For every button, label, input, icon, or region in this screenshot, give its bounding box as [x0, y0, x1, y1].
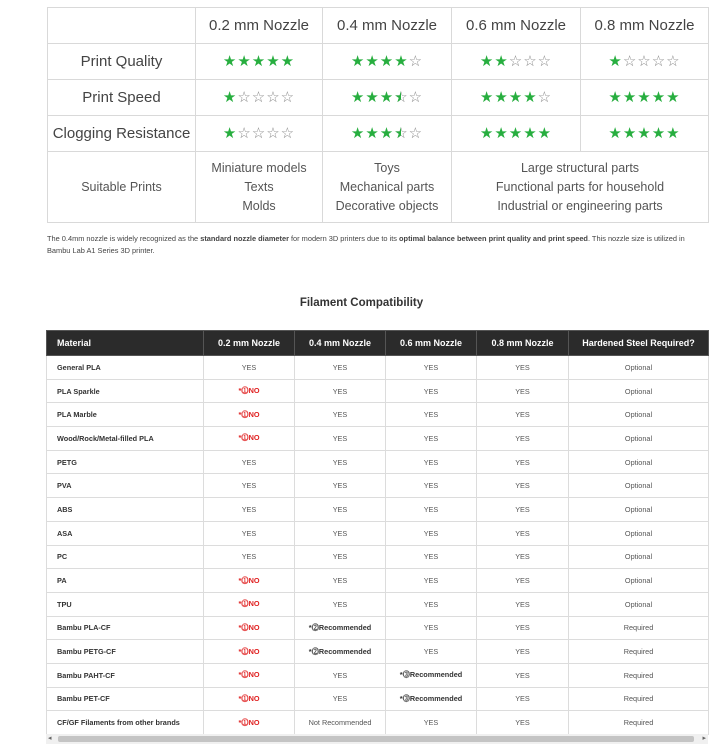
compatibility-cell: Not Recommended — [295, 711, 386, 735]
filament-compatibility-table — [46, 330, 709, 735]
filament-header-row — [47, 331, 709, 356]
star-filled-icon: ★ — [523, 125, 538, 142]
compatibility-cell: YES — [477, 379, 569, 403]
print-speed-row — [48, 80, 709, 116]
compatibility-cell: *⓵NO — [204, 663, 295, 687]
comparison-header-cell — [48, 8, 196, 44]
compatibility-cell: YES — [477, 427, 569, 451]
suitable-list-04 — [323, 152, 452, 223]
star-rating — [452, 116, 581, 152]
star-filled-icon: ★ — [637, 89, 652, 106]
compatibility-cell: Optional — [569, 592, 709, 616]
compatibility-cell: YES — [477, 711, 569, 735]
star-rating — [323, 80, 452, 116]
star-empty-icon: ☆ — [651, 53, 667, 70]
compatibility-cell: YES — [386, 521, 477, 545]
filament-table-body — [47, 356, 709, 735]
compatibility-cell: *⓵NO — [204, 616, 295, 640]
suitable-item: Miniature models — [211, 160, 307, 175]
table-row — [47, 498, 709, 522]
compatibility-cell: Optional — [569, 474, 709, 498]
compatibility-cell: YES — [477, 616, 569, 640]
compatibility-cell: YES — [386, 403, 477, 427]
material-name-cell: ABS — [47, 498, 204, 522]
star-empty-icon: ☆ — [408, 89, 424, 106]
compatibility-cell: YES — [295, 450, 386, 474]
compatibility-cell: YES — [477, 450, 569, 474]
star-filled-icon: ★ — [237, 53, 252, 70]
filament-compatibility-title: Filament Compatibility — [299, 297, 424, 309]
table-row — [47, 592, 709, 616]
comparison-header-cell: 0.4 mm Nozzle — [323, 8, 452, 44]
stars-group — [351, 89, 423, 106]
star-filled-icon: ★ — [622, 125, 638, 142]
note-text: for modern 3D printers due to its — [288, 234, 400, 243]
compatibility-cell: YES — [204, 521, 295, 545]
stars-group — [480, 89, 552, 106]
compatibility-cell: YES — [295, 687, 386, 711]
compatibility-cell: YES — [295, 403, 386, 427]
compatibility-cell: YES — [295, 521, 386, 545]
material-name-cell: PC — [47, 545, 204, 569]
compatibility-cell: *⓷Recommended — [386, 663, 477, 687]
compatibility-cell: *⓵NO — [204, 403, 295, 427]
scroll-right-arrow-icon[interactable]: ▸ — [702, 735, 706, 742]
star-empty-icon: ☆ — [237, 89, 252, 106]
compatibility-cell: YES — [477, 687, 569, 711]
row-label: Clogging Resistance — [48, 116, 196, 152]
stars-group — [351, 53, 423, 70]
star-filled-icon: ★ — [350, 53, 366, 70]
star-filled-icon: ★ — [365, 89, 380, 106]
compatibility-cell: *⓵NO — [204, 379, 295, 403]
star-empty-icon: ☆ — [237, 125, 252, 142]
table-row — [47, 545, 709, 569]
stars-group — [223, 53, 295, 70]
filament-header-cell: Hardened Steel Required? — [569, 331, 709, 356]
row-label: Print Quality — [48, 44, 196, 80]
star-empty-icon: ☆ — [408, 125, 424, 142]
star-rating — [581, 116, 709, 152]
material-name-cell: PVA — [47, 474, 204, 498]
compatibility-cell: Optional — [569, 356, 709, 380]
compatibility-cell: YES — [386, 450, 477, 474]
table-row — [47, 663, 709, 687]
star-filled-icon: ★ — [494, 125, 509, 142]
material-name-cell: Bambu PETG-CF — [47, 640, 204, 664]
star-filled-icon: ★ — [651, 125, 667, 142]
compatibility-cell: YES — [386, 711, 477, 735]
table-row — [47, 711, 709, 735]
suitable-item: Large structural parts — [520, 160, 640, 175]
scrollbar-thumb[interactable] — [58, 736, 694, 742]
material-name-cell: PLA Marble — [47, 403, 204, 427]
suitable-list-06-08 — [452, 152, 709, 223]
material-name-cell: Bambu PAHT-CF — [47, 663, 204, 687]
material-name-cell: General PLA — [47, 356, 204, 380]
suitable-prints-row — [48, 152, 709, 223]
compatibility-cell: Required — [569, 616, 709, 640]
star-filled-icon: ★ — [479, 89, 495, 106]
compatibility-cell: YES — [477, 663, 569, 687]
scroll-left-arrow-icon[interactable]: ◂ — [48, 735, 52, 742]
suitable-item: Decorative objects — [335, 198, 439, 213]
star-empty-icon: ☆ — [622, 53, 638, 70]
compatibility-cell: Optional — [569, 521, 709, 545]
compatibility-cell: YES — [477, 592, 569, 616]
star-filled-icon: ★ — [637, 125, 652, 142]
comparison-header-cell: 0.6 mm Nozzle — [452, 8, 581, 44]
suitable-item: Texts — [244, 179, 274, 194]
comparison-header-row — [48, 8, 709, 44]
table-row — [47, 450, 709, 474]
table-row — [47, 616, 709, 640]
compatibility-cell: *⓶Recommended — [295, 616, 386, 640]
compatibility-cell: Optional — [569, 569, 709, 593]
compatibility-cell: *⓶Recommended — [295, 640, 386, 664]
star-filled-icon: ★ — [365, 125, 380, 142]
star-empty-icon: ☆ — [280, 125, 296, 142]
star-empty-icon: ☆ — [523, 53, 538, 70]
print-quality-row — [48, 44, 709, 80]
star-filled-icon: ★ — [394, 53, 409, 70]
star-half-icon: ★ ☆ — [394, 88, 408, 106]
clogging-resistance-row — [48, 116, 709, 152]
horizontal-scrollbar[interactable] — [46, 734, 708, 744]
material-name-cell: Wood/Rock/Metal-filled PLA — [47, 427, 204, 451]
compatibility-cell: YES — [477, 403, 569, 427]
compatibility-cell: Optional — [569, 450, 709, 474]
stars-group — [608, 125, 680, 142]
row-label: Print Speed — [48, 80, 196, 116]
star-empty-icon: ☆ — [537, 53, 553, 70]
star-filled-icon: ★ — [537, 125, 553, 142]
suitable-list-02 — [196, 152, 323, 223]
star-filled-icon: ★ — [379, 125, 395, 142]
compatibility-cell: Optional — [569, 498, 709, 522]
compatibility-cell: YES — [295, 545, 386, 569]
star-rating — [581, 44, 709, 80]
note-text: . This nozzle size is utilized in Bambu Lab A1 Series 3D printer. — [47, 234, 685, 255]
compatibility-cell: YES — [295, 592, 386, 616]
star-filled-icon: ★ — [494, 89, 509, 106]
star-filled-icon: ★ — [608, 53, 623, 70]
stars-group — [223, 89, 295, 106]
stars-group — [480, 125, 552, 142]
compatibility-cell: *⓵NO — [204, 640, 295, 664]
star-filled-icon: ★ — [222, 89, 238, 106]
compatibility-cell: Required — [569, 663, 709, 687]
compatibility-cell: *⓵NO — [204, 427, 295, 451]
compatibility-cell: YES — [295, 663, 386, 687]
stars-group — [608, 89, 680, 106]
compatibility-cell: YES — [477, 521, 569, 545]
star-filled-icon: ★ — [608, 125, 623, 142]
filament-header-cell: 0.6 mm Nozzle — [386, 331, 477, 356]
star-filled-icon: ★ — [666, 89, 681, 106]
star-filled-icon: ★ — [350, 125, 366, 142]
compatibility-cell: Required — [569, 640, 709, 664]
row-label: Suitable Prints — [48, 152, 196, 223]
star-empty-icon: ☆ — [266, 89, 281, 106]
material-name-cell: CF/GF Filaments from other brands — [47, 711, 204, 735]
star-filled-icon: ★ — [666, 125, 681, 142]
star-filled-icon: ★ — [651, 89, 667, 106]
compatibility-cell: YES — [386, 616, 477, 640]
filament-header-cell: 0.8 mm Nozzle — [477, 331, 569, 356]
compatibility-cell: Required — [569, 711, 709, 735]
comparison-header-cell: 0.8 mm Nozzle — [581, 8, 709, 44]
star-filled-icon: ★ — [508, 125, 524, 142]
comparison-header-cell: 0.2 mm Nozzle — [196, 8, 323, 44]
compatibility-cell: *⓵NO — [204, 569, 295, 593]
star-rating — [196, 44, 323, 80]
compatibility-cell: YES — [204, 356, 295, 380]
stars-group — [223, 125, 295, 142]
compatibility-cell: YES — [204, 545, 295, 569]
compatibility-cell: YES — [386, 427, 477, 451]
compatibility-cell: YES — [295, 474, 386, 498]
compatibility-cell: YES — [477, 474, 569, 498]
compatibility-cell: YES — [477, 640, 569, 664]
compatibility-cell: YES — [204, 450, 295, 474]
star-half-icon: ★ ☆ — [394, 124, 408, 142]
star-filled-icon: ★ — [365, 53, 380, 70]
star-filled-icon: ★ — [494, 53, 509, 70]
star-filled-icon: ★ — [379, 89, 395, 106]
filament-header-cell: 0.2 mm Nozzle — [204, 331, 295, 356]
table-row — [47, 403, 709, 427]
star-empty-icon: ☆ — [251, 125, 267, 142]
suitable-item: Molds — [242, 198, 276, 213]
material-name-cell: Bambu PET-CF — [47, 687, 204, 711]
star-filled-icon: ★ — [622, 89, 638, 106]
star-filled-icon: ★ — [608, 89, 623, 106]
material-name-cell: PLA Sparkle — [47, 379, 204, 403]
compatibility-cell: YES — [386, 379, 477, 403]
star-filled-icon: ★ — [266, 53, 281, 70]
compatibility-cell: *⓷Recommended — [386, 687, 477, 711]
compatibility-cell: YES — [386, 592, 477, 616]
table-row — [47, 640, 709, 664]
nozzle-comparison-table — [47, 7, 709, 223]
star-rating — [196, 116, 323, 152]
star-empty-icon: ☆ — [280, 89, 296, 106]
suitable-item: Industrial or engineering parts — [497, 198, 663, 213]
material-name-cell: PETG — [47, 450, 204, 474]
compatibility-cell: *⓵NO — [204, 592, 295, 616]
table-row — [47, 379, 709, 403]
compatibility-cell: YES — [386, 545, 477, 569]
compatibility-cell: Optional — [569, 379, 709, 403]
star-filled-icon: ★ — [222, 53, 238, 70]
star-rating — [196, 80, 323, 116]
compatibility-cell: YES — [295, 427, 386, 451]
suitable-item: Functional parts for household — [495, 179, 665, 194]
star-filled-icon: ★ — [251, 53, 267, 70]
star-filled-icon: ★ — [350, 89, 366, 106]
note-bold: optimal balance between print quality and print speed — [399, 234, 588, 243]
compatibility-cell: Optional — [569, 545, 709, 569]
compatibility-cell: YES — [386, 474, 477, 498]
star-empty-icon: ☆ — [408, 53, 424, 70]
stars-group — [480, 53, 552, 70]
compatibility-cell: YES — [477, 498, 569, 522]
star-empty-icon: ☆ — [251, 89, 267, 106]
star-filled-icon: ★ — [508, 89, 524, 106]
star-rating — [323, 44, 452, 80]
compatibility-cell: *⓵NO — [204, 711, 295, 735]
material-name-cell: TPU — [47, 592, 204, 616]
compatibility-cell: YES — [295, 569, 386, 593]
compatibility-cell: YES — [477, 356, 569, 380]
note-bold: standard nozzle diameter — [200, 234, 289, 243]
compatibility-cell: YES — [295, 379, 386, 403]
star-rating — [452, 44, 581, 80]
suitable-item: Toys — [374, 160, 400, 175]
star-rating — [452, 80, 581, 116]
compatibility-cell: YES — [386, 498, 477, 522]
table-row — [47, 569, 709, 593]
filament-header-cell: 0.4 mm Nozzle — [295, 331, 386, 356]
star-empty-icon: ☆ — [266, 125, 281, 142]
compatibility-cell: YES — [204, 474, 295, 498]
star-empty-icon: ☆ — [666, 53, 681, 70]
table-row — [47, 427, 709, 451]
filament-header-cell: Material — [47, 331, 204, 356]
compatibility-cell: Optional — [569, 427, 709, 451]
material-name-cell: ASA — [47, 521, 204, 545]
table-row — [47, 356, 709, 380]
table-row — [47, 687, 709, 711]
material-name-cell: Bambu PLA-CF — [47, 616, 204, 640]
star-filled-icon: ★ — [222, 125, 238, 142]
nozzle-note-paragraph — [47, 233, 707, 257]
compatibility-cell: YES — [295, 498, 386, 522]
compatibility-cell: YES — [295, 356, 386, 380]
star-empty-icon: ☆ — [537, 89, 553, 106]
star-empty-icon: ☆ — [637, 53, 652, 70]
compatibility-cell: *⓵NO — [204, 687, 295, 711]
star-filled-icon: ★ — [379, 53, 395, 70]
star-rating — [581, 80, 709, 116]
compatibility-cell: YES — [386, 640, 477, 664]
compatibility-cell: Optional — [569, 403, 709, 427]
material-name-cell: PA — [47, 569, 204, 593]
star-filled-icon: ★ — [479, 125, 495, 142]
star-filled-icon: ★ — [280, 53, 296, 70]
suitable-item: Mechanical parts — [339, 179, 435, 194]
compatibility-cell: YES — [477, 545, 569, 569]
table-row — [47, 474, 709, 498]
star-rating — [323, 116, 452, 152]
stars-group — [608, 53, 680, 70]
star-filled-icon: ★ — [523, 89, 538, 106]
compatibility-cell: YES — [386, 569, 477, 593]
star-filled-icon: ★ — [479, 53, 495, 70]
compatibility-cell: Required — [569, 687, 709, 711]
table-row — [47, 521, 709, 545]
compatibility-cell: YES — [204, 498, 295, 522]
compatibility-cell: YES — [477, 569, 569, 593]
compatibility-cell: YES — [386, 356, 477, 380]
note-text: The 0.4mm nozzle is widely recognized as the — [47, 234, 201, 243]
star-empty-icon: ☆ — [508, 53, 524, 70]
stars-group — [351, 125, 423, 142]
